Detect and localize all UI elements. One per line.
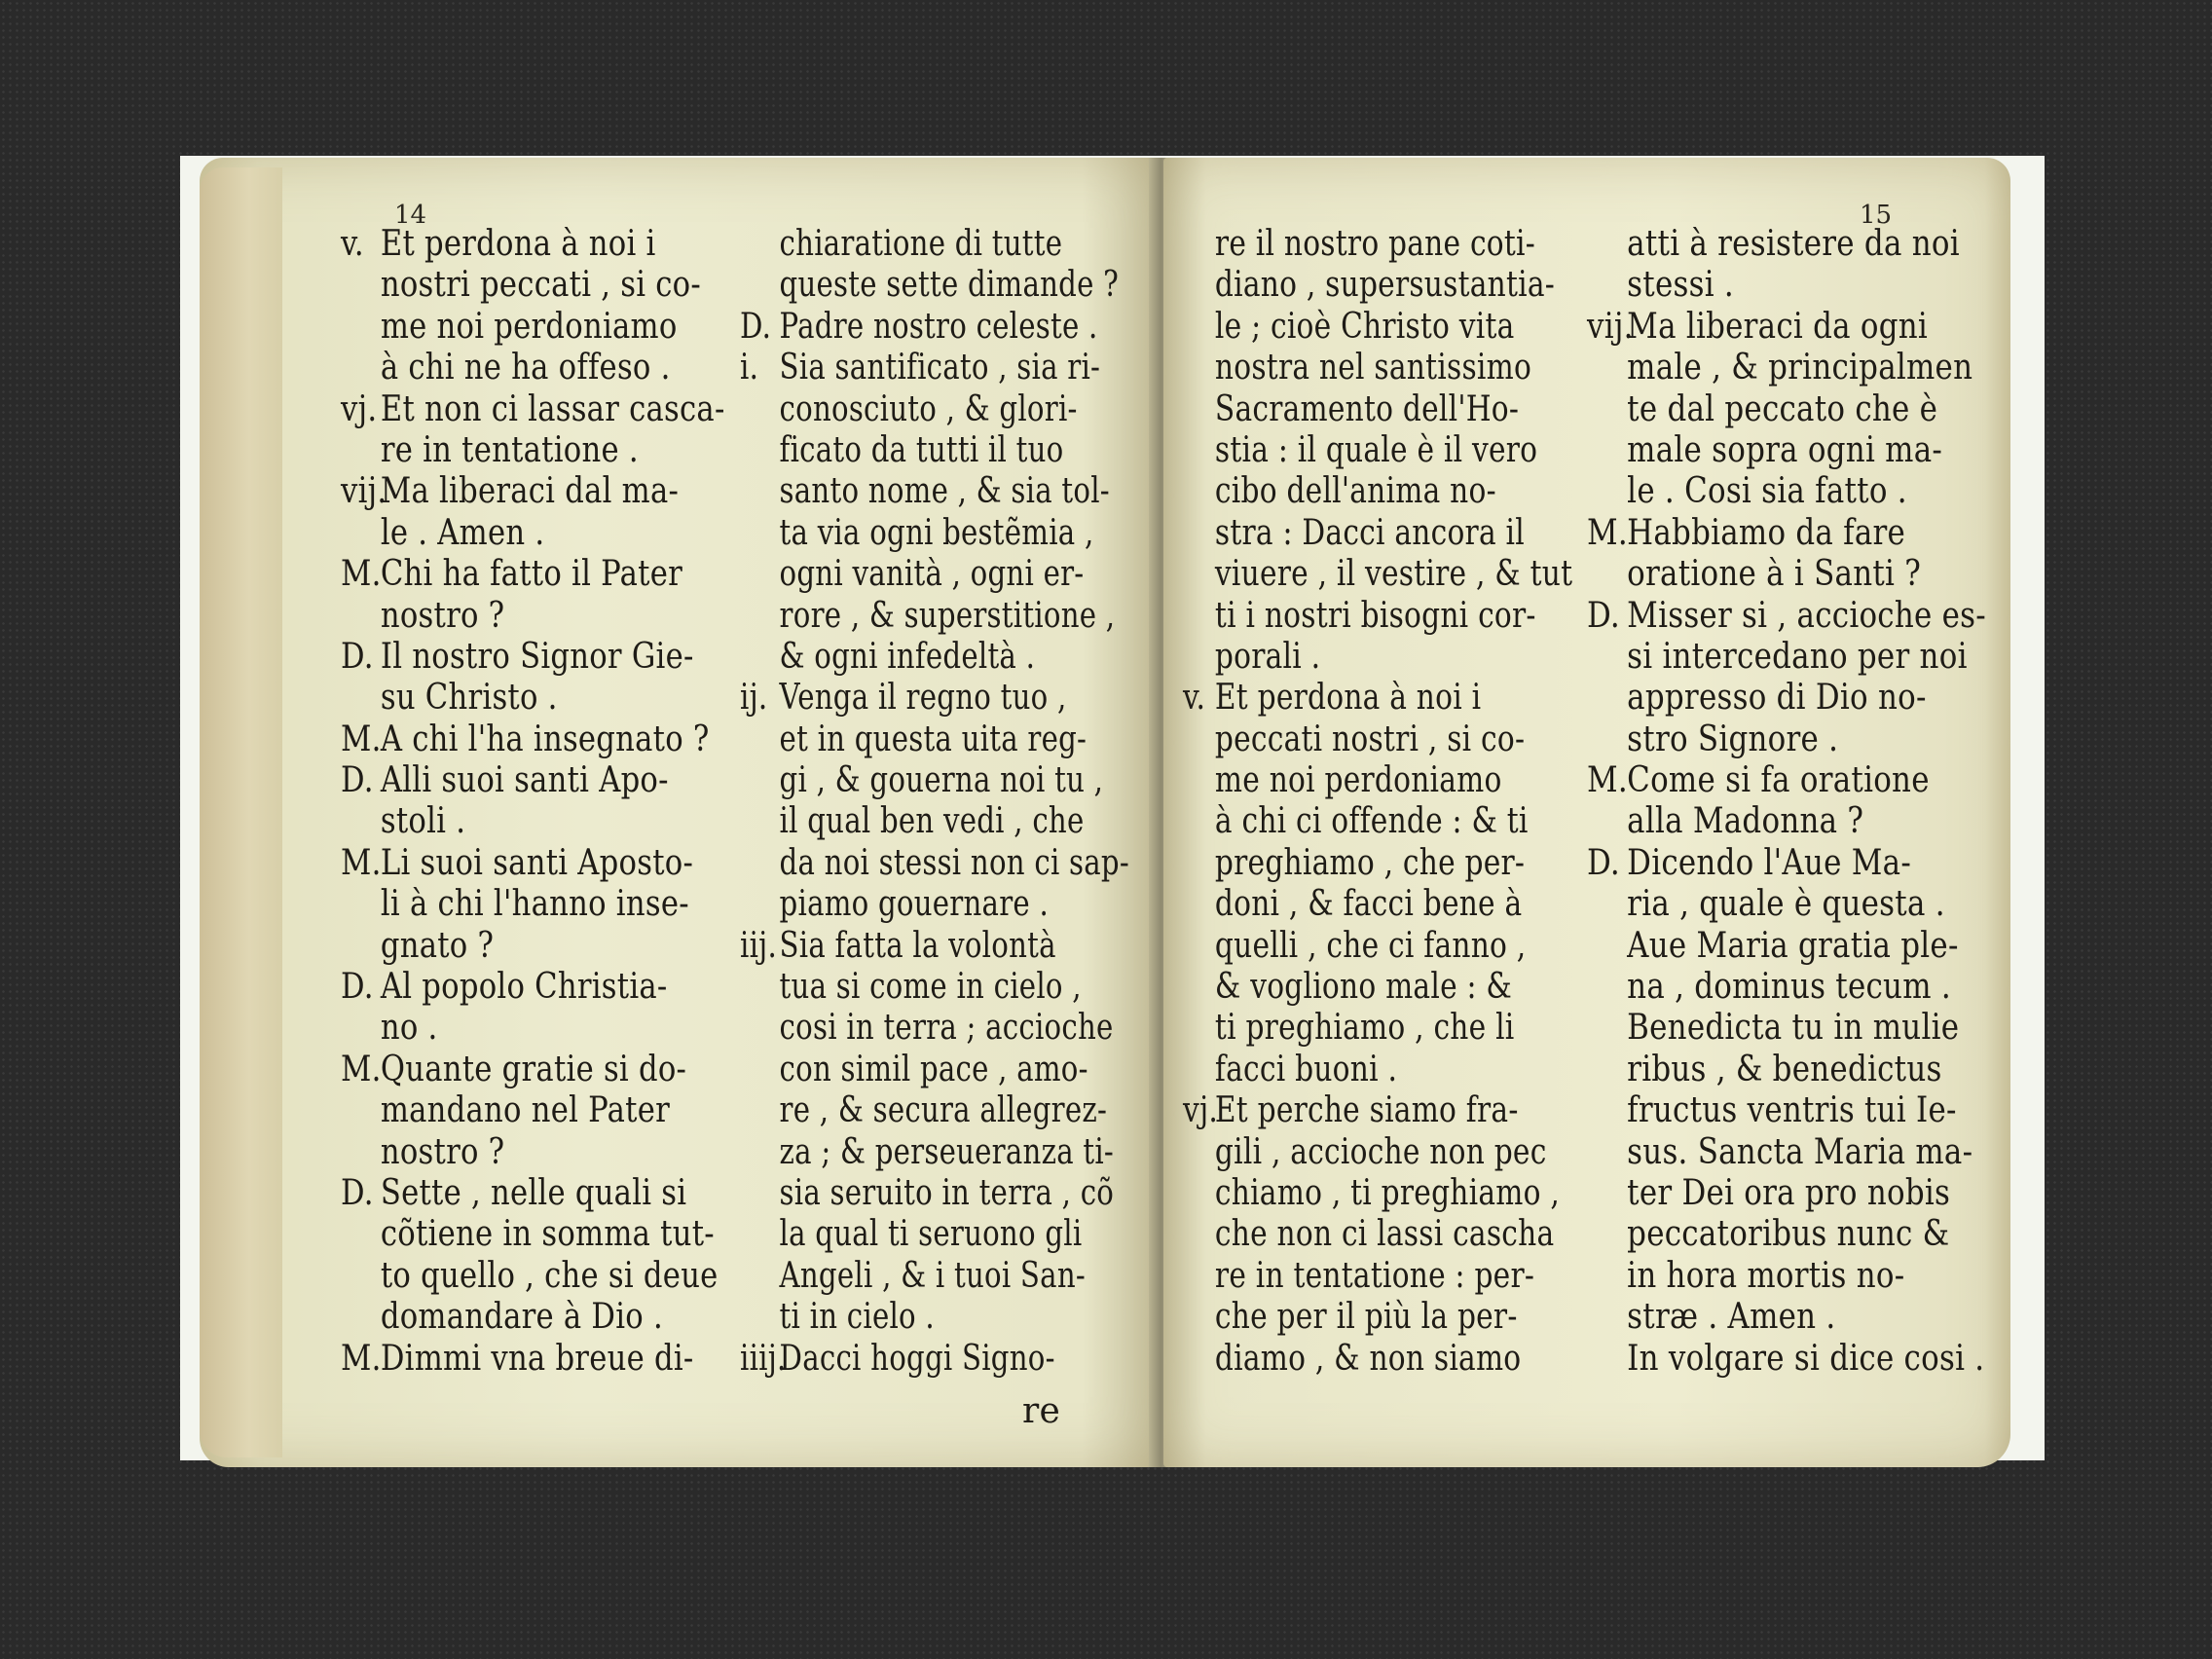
text-line [1183,307,1572,348]
text-line [740,1132,1129,1173]
line-text: te dal peccato che è [1627,388,1938,429]
verse-marker: M. [341,554,382,595]
text-line [1183,884,1572,925]
line-text: Come si fa oratione [1627,760,1930,801]
line-text: Venga il regno tuo , [779,678,1067,719]
line-text: Dimmi vna breue di- [380,1338,694,1379]
line-text: re in tentatione : per- [1214,1255,1535,1296]
line-text: Sia fatta la volontà [779,925,1056,966]
verse-marker: M. [1587,760,1628,801]
line-text: in hora mortis no- [1627,1255,1905,1296]
line-text: Habbiamo da fare [1627,512,1906,553]
text-line [740,307,1129,348]
text-line [341,1132,725,1173]
verse-marker: v. [341,224,364,264]
text-line [341,265,725,306]
line-text: et in questa uita reg- [779,719,1088,759]
line-text: Padre nostro celeste . [779,306,1098,347]
verse-marker: D. [740,306,772,347]
line-text: ter Dei ora pro nobis [1627,1172,1951,1213]
text-line [1587,1008,1986,1049]
line-text: sus. Sancta Maria ma- [1627,1131,1973,1172]
text-line [1587,1050,1986,1090]
line-text: cõtiene in somma tut- [380,1214,715,1255]
text-line [341,471,725,512]
line-text: piamo gouernare . [779,884,1049,925]
line-text: & vogliono male : & [1214,967,1513,1008]
text-line [1587,307,1986,348]
line-text: preghiamo , che per- [1214,842,1526,883]
verse-marker: v. [1183,678,1206,719]
line-text: da noi stessi non ci sap- [779,842,1129,883]
text-line [740,678,1129,719]
line-text: Et non ci lassar casca- [380,388,725,429]
verse-marker: iij. [740,925,777,966]
right-page [1163,158,2010,1467]
text-line [740,719,1129,760]
line-text: chiamo , ti preghiamo , [1214,1172,1561,1213]
left-column-1 [341,224,793,1380]
line-text: stoli . [380,801,466,842]
text-line [1183,430,1572,471]
text-line [740,1297,1129,1338]
text-line [341,348,725,388]
text-line [740,513,1129,554]
text-line [740,430,1129,471]
line-text: Dicendo l'Aue Ma- [1627,842,1912,883]
verse-marker: M. [341,1049,382,1089]
open-book [200,158,2010,1467]
text-line [1183,678,1572,719]
text-line [1587,1339,1986,1380]
text-line [341,430,725,471]
line-text: me noi perdoniamo [1214,760,1502,801]
line-text: facci buoni . [1214,1049,1398,1089]
text-line [1183,719,1572,760]
text-line [740,801,1129,842]
line-text: stessi . [1627,265,1735,306]
line-text: sia seruito in terra , cõ [779,1172,1115,1213]
text-line [1587,760,1986,801]
line-text: re il nostro pane coti- [1214,224,1536,264]
text-line [341,678,725,719]
line-text: santo nome , & sia tol- [779,471,1110,512]
line-text: oratione à i Santi ? [1627,554,1922,595]
text-line [740,265,1129,306]
verse-marker: D. [1587,595,1620,636]
line-text: mandano nel Pater [380,1090,671,1131]
text-line [341,637,725,678]
line-text: che per il più la per- [1214,1297,1518,1338]
text-line [341,1214,725,1255]
verse-marker: M. [341,1338,382,1379]
line-text: diamo , & non siamo [1214,1338,1522,1379]
text-line [740,967,1129,1008]
text-line [341,513,725,554]
line-text: stræ . Amen . [1627,1297,1836,1338]
line-text: stra : Dacci ancora il [1214,512,1525,553]
text-line [341,967,725,1008]
text-line [740,348,1129,388]
text-line [1587,554,1986,595]
line-text: ria , quale è questa . [1627,884,1945,925]
text-line [1183,348,1572,388]
line-text: & ogni infedeltà . [779,636,1036,677]
text-line [341,926,725,967]
text-line [1587,1132,1986,1173]
line-text: nostri peccati , si co- [380,265,701,306]
text-line [1587,884,1986,925]
verse-marker: vj. [341,388,378,429]
line-text: In volgare si dice cosi . [1627,1338,1985,1379]
line-text: le . Cosi sia fatto . [1627,471,1907,512]
line-text: no . [380,1008,438,1049]
verse-marker: D. [341,967,374,1008]
line-text: nostro ? [380,1131,505,1172]
line-text: ogni vanità , ogni er- [779,554,1085,595]
line-text: fructus ventris tui Ie- [1627,1090,1957,1131]
text-line [740,1256,1129,1297]
line-text: atti à resistere da noi [1627,224,1960,264]
text-line [1183,801,1572,842]
line-text: alla Madonna ? [1627,801,1864,842]
line-text: queste sette dimande ? [779,265,1120,306]
line-text: à chi ne ha offeso . [380,348,671,388]
text-line [740,596,1129,637]
line-text: Misser si , accioche es- [1627,595,1986,636]
text-line [1183,1132,1572,1173]
verse-marker: M. [341,842,382,883]
text-line [740,224,1129,265]
line-text: Alli suoi santi Apo- [380,760,669,801]
text-line [740,1090,1129,1131]
text-line [1587,596,1986,637]
line-text: Angeli , & i tuoi San- [779,1255,1086,1296]
line-text: stro Signore . [1627,719,1839,759]
line-text: re in tentatione . [380,429,639,470]
right-column-2 [1587,224,2052,1380]
text-line [341,801,725,842]
line-text: Sacramento dell'Ho- [1214,388,1520,429]
text-line [341,1050,725,1090]
line-text: rore , & superstitione , [779,595,1116,636]
text-line [740,843,1129,884]
text-line [1183,224,1572,265]
text-line [341,1008,725,1049]
verse-marker: vij. [1587,306,1634,347]
verse-marker: ij. [740,678,768,719]
line-text: il qual ben vedi , che [779,801,1085,842]
verse-marker: iiij. [740,1338,787,1379]
line-text: nostro ? [380,595,505,636]
text-line [1183,637,1572,678]
text-line [341,596,725,637]
line-text: gili , accioche non pec [1214,1131,1547,1172]
line-text: Et perche siamo fra- [1214,1090,1519,1131]
line-text: ribus , & benedictus [1627,1049,1942,1089]
line-text: ti in cielo . [779,1297,935,1338]
text-line [341,1173,725,1214]
line-text: si intercedano per noi [1627,636,1968,677]
line-text: quelli , che ci fanno , [1214,925,1527,966]
text-line [341,1090,725,1131]
text-line [1183,1297,1572,1338]
line-text: Al popolo Christia- [380,967,668,1008]
text-line [341,884,725,925]
line-text: porali . [1214,636,1321,677]
text-line [1183,513,1572,554]
text-line [1183,1339,1572,1380]
line-text: le . Amen . [380,512,545,553]
text-line [1183,265,1572,306]
text-line [1183,471,1572,512]
text-line [740,1173,1129,1214]
text-line [1183,596,1572,637]
line-text: ta via ogni bestẽmia , [779,512,1094,553]
line-text: cosi in terra ; accioche [779,1008,1114,1049]
text-line [341,760,725,801]
text-line [1183,760,1572,801]
line-text: peccati nostri , si co- [1214,719,1526,759]
text-line [1587,265,1986,306]
line-text: doni , & facci bene à [1214,884,1523,925]
text-line [1183,1050,1572,1090]
line-text: ti i nostri bisogni cor- [1214,595,1536,636]
line-text: ti preghiamo , che li [1214,1008,1515,1049]
text-line [1587,513,1986,554]
line-text: na , dominus tecum . [1627,967,1951,1008]
text-line [1183,389,1572,430]
text-line [740,471,1129,512]
verse-marker: D. [341,636,374,677]
line-text: Li suoi santi Aposto- [380,842,694,883]
line-text: re , & secura allegrez- [779,1090,1108,1131]
text-line [1183,967,1572,1008]
text-line [740,1339,1129,1380]
line-text: Sette , nelle quali si [380,1172,687,1213]
line-text: tua si come in cielo , [779,967,1082,1008]
line-text: stia : il quale è il vero [1214,429,1538,470]
text-line [1587,430,1986,471]
verse-marker: i. [740,348,759,388]
line-text: le ; cioè Christo vita [1214,306,1515,347]
text-line [1587,801,1986,842]
line-text: gi , & gouerna noi tu , [779,760,1104,801]
line-text: su Christo . [380,678,558,719]
text-line [341,1339,725,1380]
line-text: peccatoribus nunc & [1627,1214,1950,1255]
page-number-left: 14 [394,201,427,230]
text-line [1587,471,1986,512]
line-text: nostra nel santissimo [1214,348,1532,388]
line-text: Ma liberaci dal ma- [380,471,680,512]
text-line [1183,1256,1572,1297]
verse-marker: vij. [341,471,387,512]
text-line [740,1008,1129,1049]
text-line [341,389,725,430]
text-line [1587,1173,1986,1214]
text-line [1587,224,1986,265]
line-text: me noi perdoniamo [380,306,678,347]
line-text: à chi ci offende : & ti [1214,801,1529,842]
text-line [1587,1256,1986,1297]
line-text: li à chi l'hanno inse- [380,884,689,925]
verse-marker: vj. [1183,1090,1219,1131]
verse-marker: M. [341,719,382,759]
line-text: to quello , che si deue [380,1255,719,1296]
text-line [341,719,725,760]
line-text: male , & principalmen [1627,348,1973,388]
line-text: Dacci hoggi Signo- [779,1338,1055,1379]
line-text: Et perdona à noi i [1214,678,1482,719]
right-column-1 [1183,224,1656,1380]
line-text: viuere , il vestire , & tut [1214,554,1573,595]
text-line [740,760,1129,801]
line-text: Benedicta tu in mulie [1627,1008,1960,1049]
line-text: gnato ? [380,925,495,966]
text-line [341,1256,725,1297]
page-edge [200,167,282,1457]
line-text: domandare à Dio . [380,1297,663,1338]
text-line [1587,1297,1986,1338]
text-line [1587,678,1986,719]
verse-marker: M. [1587,512,1628,553]
text-line [1587,967,1986,1008]
line-text: cibo dell'anima no- [1214,471,1496,512]
line-text: la qual ti seruono gli [779,1214,1083,1255]
catchword: re [1022,1391,1061,1431]
text-line [740,554,1129,595]
line-text: A chi l'ha insegnato ? [380,719,710,759]
line-text: za ; & perseueranza ti- [779,1131,1115,1172]
text-line [1587,926,1986,967]
text-line [341,307,725,348]
line-text: Quante gratie si do- [380,1049,687,1089]
text-line [1183,926,1572,967]
verse-marker: D. [341,760,374,801]
text-line [341,1297,725,1338]
text-line [1587,389,1986,430]
text-line [740,884,1129,925]
text-line [1587,1090,1986,1131]
text-line [1587,1214,1986,1255]
line-text: che non ci lassi cascha [1214,1214,1555,1255]
line-text: con simil pace , amo- [779,1049,1088,1089]
text-line [341,224,725,265]
line-text: ficato da tutti il tuo [779,429,1064,470]
line-text: conosciuto , & glori- [779,388,1078,429]
line-text: Sia santificato , sia ri- [779,348,1101,388]
text-line [341,843,725,884]
text-line [740,1214,1129,1255]
page-number-right: 15 [1860,201,1893,230]
verse-marker: D. [341,1172,374,1213]
text-line [341,554,725,595]
text-line [740,1050,1129,1090]
line-text: appresso di Dio no- [1627,678,1927,719]
line-text: Ma liberaci da ogni [1627,306,1929,347]
line-text: chiaratione di tutte [779,224,1063,264]
line-text: Aue Maria gratia ple- [1627,925,1959,966]
text-line [1587,843,1986,884]
text-line [1183,1090,1572,1131]
text-line [740,389,1129,430]
verse-marker: D. [1587,842,1620,883]
text-line [1183,1214,1572,1255]
text-line [1587,637,1986,678]
line-text: male sopra ogni ma- [1627,429,1943,470]
line-text: Et perdona à noi i [380,224,656,264]
text-line [1587,348,1986,388]
line-text: diano , supersustantia- [1214,265,1556,306]
text-line [1183,1173,1572,1214]
text-line [740,637,1129,678]
line-text: Chi ha fatto il Pater [380,554,682,595]
text-line [1183,1008,1572,1049]
left-page [200,158,1159,1467]
text-line [1183,554,1572,595]
line-text: Il nostro Signor Gie- [380,636,694,677]
text-line [1183,843,1572,884]
text-line [1587,719,1986,760]
text-line [740,926,1129,967]
